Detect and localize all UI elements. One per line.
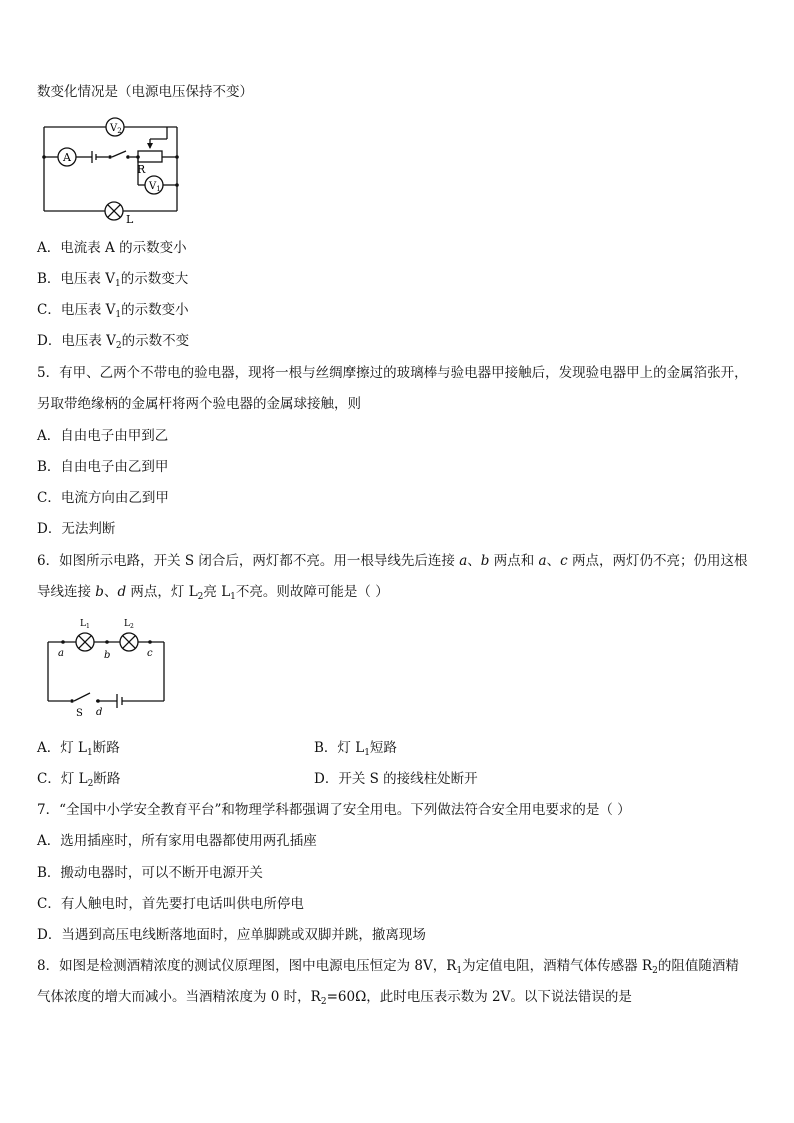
point-d-label: d (96, 707, 103, 718)
q6-option-b[interactable]: B．灯 $L_1$短路 (314, 740, 397, 758)
q8-stem-line1: 8．如图是检测酒精浓度的测试仪原理图，图中电源电压恒定为 8V，$R_1$为定值电阻，酒精气体传感器 $R_2$的阻值随酒精 (37, 958, 739, 976)
q6-option-a[interactable]: A．灯 $L_1$断路 (37, 740, 120, 758)
switch-label: S (76, 708, 83, 719)
svg-text:L2: $L_2$ (124, 619, 134, 630)
q5-stem-line2: 另取带绝缘柄的金属杆将两个验电器的金属球接触，则 (37, 396, 361, 412)
q6-option-d[interactable]: D．开关 S 的接线柱处断开 (314, 771, 478, 787)
q6-stem-line1: 6．如图所示电路，开关 S 闭合后，两灯都不亮。用一根导线先后连接 a、b 两点和 a、c 两点，两灯仍不亮；仍用这根 (37, 553, 748, 569)
q5-stem-line1: 5．有甲、乙两个不带电的验电器，现将一根与丝绸摩擦过的玻璃棒与验电器甲接触后，发现验电器甲上的金属箔张开， (37, 365, 748, 381)
svg-text:V2: $V_2$ (110, 123, 122, 135)
q7-option-b[interactable]: B．搬动电器时，可以不断开电源开关 (37, 865, 263, 881)
q4-option-d[interactable]: D．电压表 $V_2$的示数不变 (37, 333, 190, 351)
q4-circuit-diagram (36, 115, 186, 227)
lamp-label: L (126, 213, 134, 226)
q5-option-c[interactable]: C．电流方向由乙到甲 (37, 490, 169, 506)
v1-label: V (149, 181, 157, 192)
q7-stem: 7．“全国中小学安全教育平台”和物理学科都强调了安全用电。下列做法符合安全用电要求的是（ ） (37, 802, 631, 818)
q4-option-b[interactable]: B．电压表 $V_1$的示数变大 (37, 271, 189, 289)
q5-option-a[interactable]: A．自由电子由甲到乙 (37, 428, 169, 444)
q7-option-d[interactable]: D．当遇到高压电线断落地面时，应单脚跳或双脚并跳，撤离现场 (37, 927, 426, 943)
q7-option-c[interactable]: C．有人触电时，首先要打电话叫供电所停电 (37, 896, 304, 912)
point-b-label: b (104, 650, 111, 661)
svg-text:L1: $L_1$ (80, 619, 90, 630)
q6-circuit-diagram (44, 612, 172, 720)
q4-option-a[interactable]: A．电流表 A 的示数变小 (37, 240, 187, 256)
point-c-label: c (147, 648, 153, 659)
point-a-label: a (58, 648, 64, 659)
q6-option-c[interactable]: C．灯 $L_2$断路 (37, 771, 121, 789)
l2-label: L (124, 619, 130, 629)
l1-label: L (80, 619, 86, 629)
svg-text:V1: $V_1$ (149, 181, 161, 193)
q8-stem-line2: 气体浓度的增大而减小。当酒精浓度为 0 时，$R_2=60\Omega$，此时电压表示数为 2V。以下说法错误的是 (37, 989, 632, 1007)
q7-option-a[interactable]: A．选用插座时，所有家用电器都使用两孔插座 (37, 833, 317, 849)
q5-option-d[interactable]: D．无法判断 (37, 521, 116, 537)
q4-stem-tail: 数变化情况是（电源电压保持不变） (37, 84, 253, 100)
q5-option-b[interactable]: B．自由电子由乙到甲 (37, 459, 169, 475)
v2-label: V (110, 123, 118, 134)
resistor-label: R (137, 163, 146, 176)
ammeter-label: A (63, 151, 71, 164)
q4-option-c[interactable]: C．电压表 $V_1$的示数变小 (37, 302, 189, 320)
q6-stem-line2: 导线连接 b、d 两点，灯 $L_2$亮 $L_1$不亮。则故障可能是（ ） (37, 584, 389, 602)
